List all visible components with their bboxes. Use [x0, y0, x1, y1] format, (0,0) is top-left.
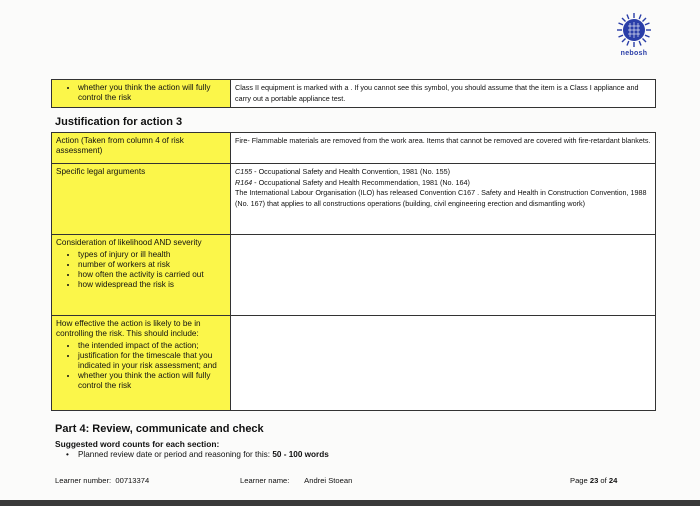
nebosh-emblem-icon: [616, 12, 652, 48]
word-count-bullet: • Planned review date or period and reasoning for this: 50 - 100 words: [66, 450, 329, 459]
table-row: [52, 133, 656, 164]
learner-number: Learner number: 00713374: [55, 476, 150, 485]
action-label-cell: Action (Taken from column 4 of risk assessment): [52, 133, 231, 164]
likelihood-label-cell: Consideration of likelihood AND severity • types of injury or ill health • number of workers at risk • how often the activity is carried out • how widespread the risk is: [52, 235, 231, 316]
section-heading: Justification for action 3: [55, 116, 183, 128]
list-item: • whether you think the action will fully control the risk: [78, 83, 226, 103]
legal-label-cell: Specific legal arguments: [52, 164, 231, 235]
learner-name: Learner name: Andrei Stoean: [240, 476, 353, 485]
legal-response-cell: [231, 164, 656, 235]
nebosh-logo: [613, 12, 655, 60]
effectiveness-response-cell: [231, 316, 656, 411]
effectiveness-label-cell: How effective the action is likely to be in controlling the risk. This should include: • the intended impact of the action; • justification for the timescale that you indicated in your risk assessment; and • whether you think the action will fully control the risk: [52, 316, 231, 411]
list-item: • how often the activity is carried out: [78, 270, 226, 280]
legal-line: C155 - Occupational Safety and Health Convention, 1981 (No. 155): [235, 167, 450, 176]
table-row: [52, 164, 656, 235]
action-response-cell: Fire- Flammable materials are removed from the work area. Items that cannot be removed are covered with fire-retardant blankets.: [231, 133, 656, 164]
top-continuation-table: [51, 79, 656, 108]
list-item: • number of workers at risk: [78, 260, 226, 270]
table-row: [52, 80, 656, 108]
part4-heading: Part 4: Review, communicate and check: [55, 423, 264, 435]
response-cell: Class II equipment is marked with a . If you cannot see this symbol, you should assume that the item is a Class I appliance and carry out a portable appliance test.: [231, 80, 656, 108]
page-number: Page 23 of 24: [570, 476, 618, 485]
bottom-shadow-bar: [0, 500, 700, 506]
list-item: • whether you think the action will fully control the risk: [78, 371, 226, 391]
list-item: • how widespread the risk is: [78, 280, 226, 290]
table-row: [52, 316, 656, 411]
list-item: • the intended impact of the action;: [78, 341, 226, 351]
table-row: [52, 235, 656, 316]
logo-text: nebosh: [620, 50, 648, 57]
likelihood-response-cell: [231, 235, 656, 316]
list-item: • justification for the timescale that you indicated in your risk assessment; and: [78, 351, 226, 371]
legal-line: R164 - Occupational Safety and Health Recommendation, 1981 (No. 164): [235, 177, 470, 187]
criteria-cell: [52, 80, 231, 108]
suggested-word-counts: Suggested word counts for each section:: [55, 439, 220, 449]
list-item: • types of injury or ill health: [78, 250, 226, 260]
legal-line: The International Labour Organisation (ILO) has released Convention C167 . Safety and Health in Construction Convention, 1988 (No. 167) that applies to all constructions operations (building, civil engineering erection and dismantling work): [235, 188, 647, 208]
justification-table: [51, 132, 656, 411]
